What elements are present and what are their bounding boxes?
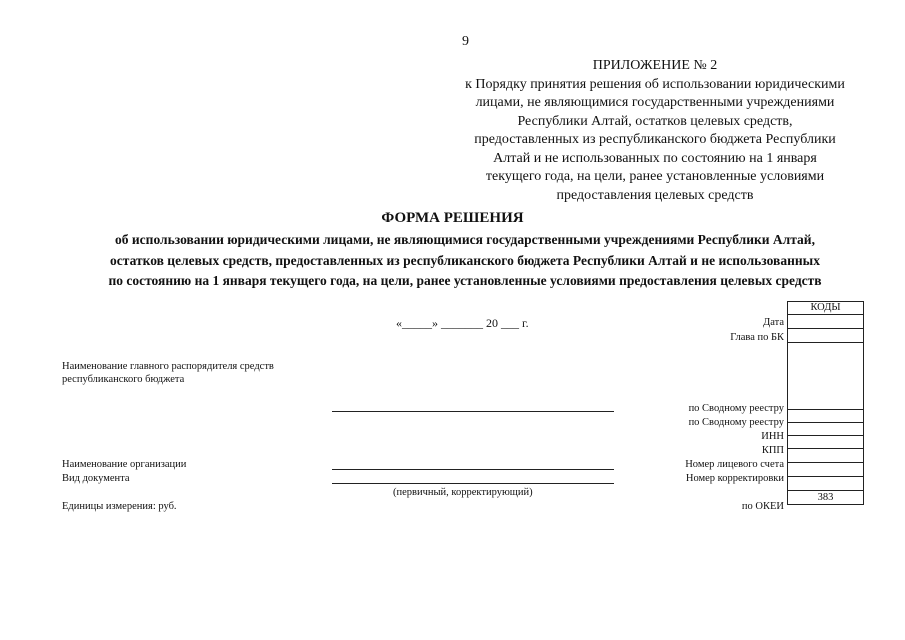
label-correction: Номер корректировки xyxy=(685,473,784,484)
label-distributor-line: республиканского бюджета xyxy=(62,374,185,385)
code-cell-account[interactable] xyxy=(788,449,864,463)
label-date: Дата xyxy=(763,317,784,328)
appendix-line: предоставления целевых средств xyxy=(556,187,754,203)
label-svod2: по Сводному реестру xyxy=(688,417,784,428)
label-doc-type: Вид документа xyxy=(62,473,130,484)
label-okei: по ОКЕИ xyxy=(741,501,784,512)
appendix-line: предоставленных из республиканского бюджета Республики xyxy=(474,132,836,147)
appendix-block xyxy=(430,57,880,205)
code-cell-okei[interactable]: 383 xyxy=(788,491,864,505)
code-cell-svod1[interactable] xyxy=(788,343,864,410)
appendix-line: к Порядку принятия решения об использовании юридическими xyxy=(465,76,845,92)
appendix-line: текущего года, на цели, ранее установленные условиями xyxy=(485,169,825,184)
organization-underline[interactable] xyxy=(332,469,614,470)
subtitle-line: об использовании юридическими лицами, не являющимися государственными учреждениями Республики Алтай, xyxy=(115,232,815,247)
appendix-line: лицами, не являющимися государственными учреждениями xyxy=(475,95,835,110)
code-cell-date[interactable] xyxy=(788,315,864,329)
code-cell-correction[interactable] xyxy=(788,463,864,477)
codes-header: КОДЫ xyxy=(788,302,864,315)
subtitle-line: остатков целевых средств, предоставленных из республиканского бюджета Республики Алтай и не использованных xyxy=(110,252,820,268)
label-distributor-line: Наименование главного распорядителя средств xyxy=(62,361,274,372)
code-cell-kpp[interactable] xyxy=(788,436,864,449)
label-organization: Наименование организации xyxy=(62,459,187,470)
code-cell-blank[interactable] xyxy=(788,477,864,491)
form-subtitle xyxy=(40,230,890,292)
subtitle-line: по состоянию на 1 января текущего года, на цели, ранее установленные условиями предоставления целевых средств xyxy=(108,273,822,288)
label-kpp: КПП xyxy=(761,445,784,456)
label-glava: Глава по БК xyxy=(730,332,784,343)
doc-type-underline[interactable] xyxy=(332,483,614,484)
distributor-underline[interactable] xyxy=(332,411,614,412)
appendix-line: Алтай и не использованных по состоянию на 1 января xyxy=(493,150,817,166)
label-units: Единицы измерения: руб. xyxy=(62,501,177,512)
codes-table xyxy=(787,301,864,505)
code-cell-inn[interactable] xyxy=(788,423,864,436)
code-cell-svod2[interactable] xyxy=(788,410,864,423)
label-distributor xyxy=(62,360,274,386)
label-account: Номер лицевого счета xyxy=(685,459,784,470)
page-number: 9 xyxy=(462,34,469,49)
appendix-line: Республики Алтай, остатков целевых средств, xyxy=(517,113,793,129)
label-svod1: по Сводному реестру xyxy=(688,403,784,414)
label-inn: ИНН xyxy=(761,431,784,442)
appendix-heading: ПРИЛОЖЕНИЕ № 2 xyxy=(592,58,718,73)
date-line: «_____» _______ 20 ___ г. xyxy=(396,316,529,330)
doc-type-hint: (первичный, корректирующий) xyxy=(393,487,533,498)
code-cell-glava[interactable] xyxy=(788,329,864,343)
form-title: ФОРМА РЕШЕНИЯ xyxy=(381,210,524,226)
